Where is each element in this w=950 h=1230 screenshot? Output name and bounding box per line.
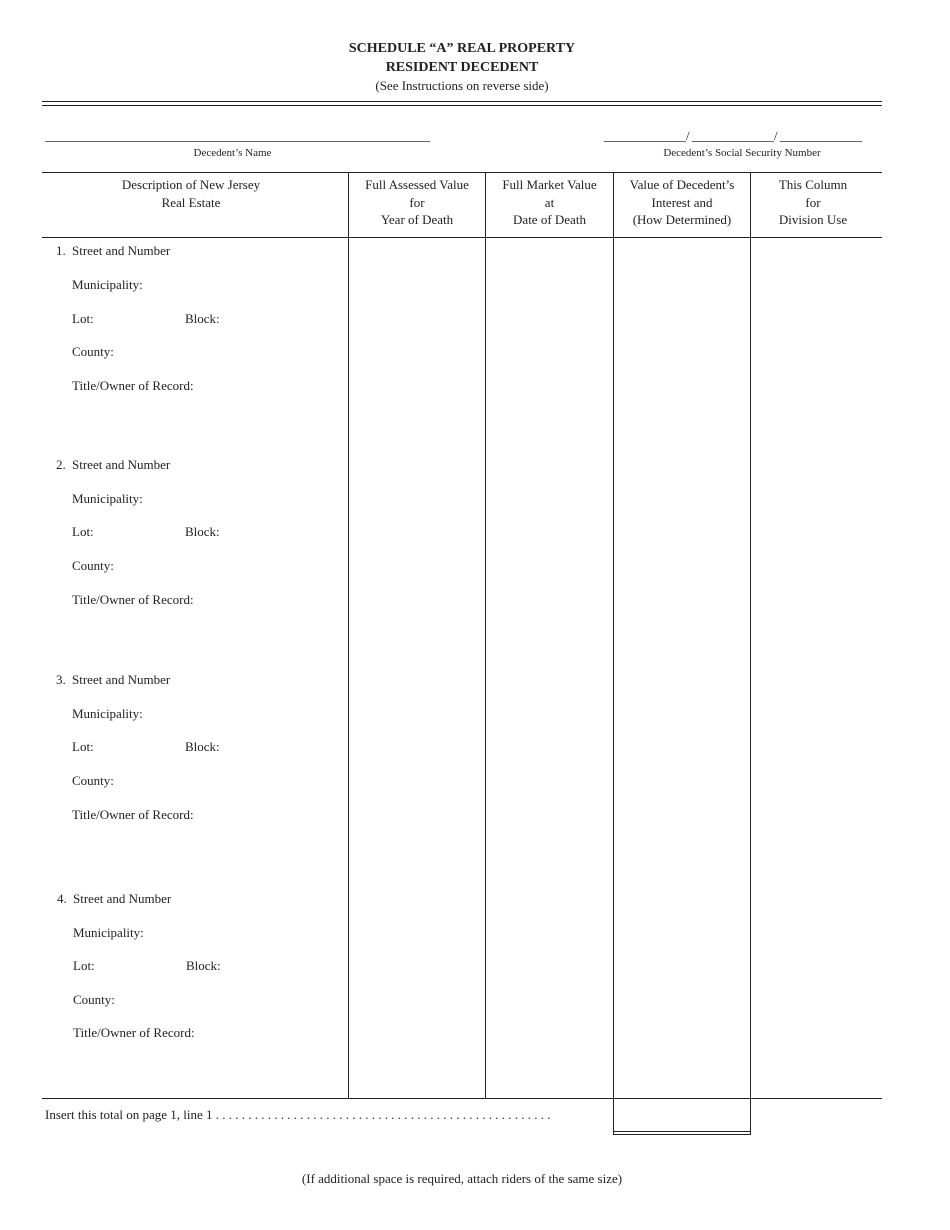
decedent-name-field[interactable]: [45, 141, 430, 142]
street-label: Street and Number: [72, 457, 171, 472]
title-owner-label: Title/Owner of Record:: [72, 378, 194, 393]
column-header-decedent-interest: Value of Decedent’s Interest and (How Determined): [629, 177, 735, 227]
title-owner-label: Title/Owner of Record:: [73, 1025, 195, 1040]
ssn-label: Decedent’s Social Security Number: [663, 147, 821, 159]
footer-note: (If additional space is required, attach riders of the same size): [301, 1171, 623, 1186]
total-box-rule-top: [613, 1131, 751, 1132]
total-instruction: Insert this total on page 1, line 1 . . . . . . . . . . . . . . . . . . . . . . . . . . . . . . . . . . . . . . . . . . . . . . . . . . . .: [45, 1107, 551, 1122]
street-label: Street and Number: [73, 891, 172, 906]
ssn-separator: /: [774, 128, 778, 143]
total-value-field[interactable]: [614, 1099, 750, 1131]
column-header-description: Description of New Jersey Real Estate: [121, 177, 261, 210]
instructions-note: (See Instructions on reverse side): [375, 78, 549, 93]
table-bottom-rule: [42, 1098, 882, 1099]
column-divider: [613, 172, 614, 1134]
block-label: Block:: [185, 739, 220, 754]
title-owner-label: Title/Owner of Record:: [72, 592, 194, 607]
title-owner-label: Title/Owner of Record:: [72, 807, 194, 822]
municipality-label: Municipality:: [72, 706, 143, 721]
county-label: County:: [73, 992, 115, 1007]
column-header-assessed-value: Full Assessed Value for Year of Death: [365, 177, 469, 227]
property-number: 1.: [56, 243, 66, 258]
property-number: 3.: [56, 672, 66, 687]
ssn-field-part1[interactable]: [604, 141, 686, 142]
county-label: County:: [72, 558, 114, 573]
form-title-line2: RESIDENT DECEDENT: [385, 60, 539, 75]
header-rule-bottom: [42, 105, 882, 106]
lot-label: Lot:: [72, 739, 94, 754]
column-divider: [485, 172, 486, 1099]
block-label: Block:: [185, 524, 220, 539]
total-box-rule-bottom: [613, 1134, 751, 1135]
street-label: Street and Number: [72, 672, 171, 687]
form-title-line1: SCHEDULE “A” REAL PROPERTY: [348, 41, 576, 56]
column-header-division-use: This Column for Division Use: [778, 177, 848, 227]
county-label: County:: [72, 773, 114, 788]
ssn-field-part2[interactable]: [692, 141, 774, 142]
table-header-rule: [42, 237, 882, 238]
lot-label: Lot:: [73, 958, 95, 973]
ssn-separator: /: [686, 128, 690, 143]
municipality-label: Municipality:: [72, 491, 143, 506]
column-header-market-value: Full Market Value at Date of Death: [502, 177, 597, 227]
county-label: County:: [72, 344, 114, 359]
header-rule-top: [42, 101, 882, 102]
column-divider: [348, 172, 349, 1099]
ssn-field-part3[interactable]: [780, 141, 862, 142]
property-number: 2.: [56, 457, 66, 472]
block-label: Block:: [185, 311, 220, 326]
decedent-name-label: Decedent’s Name: [193, 147, 272, 159]
municipality-label: Municipality:: [73, 925, 144, 940]
street-label: Street and Number: [72, 243, 171, 258]
lot-label: Lot:: [72, 524, 94, 539]
table-top-rule: [42, 172, 882, 173]
property-number: 4.: [57, 891, 67, 906]
municipality-label: Municipality:: [72, 277, 143, 292]
block-label: Block:: [186, 958, 221, 973]
lot-label: Lot:: [72, 311, 94, 326]
column-divider: [750, 172, 751, 1134]
